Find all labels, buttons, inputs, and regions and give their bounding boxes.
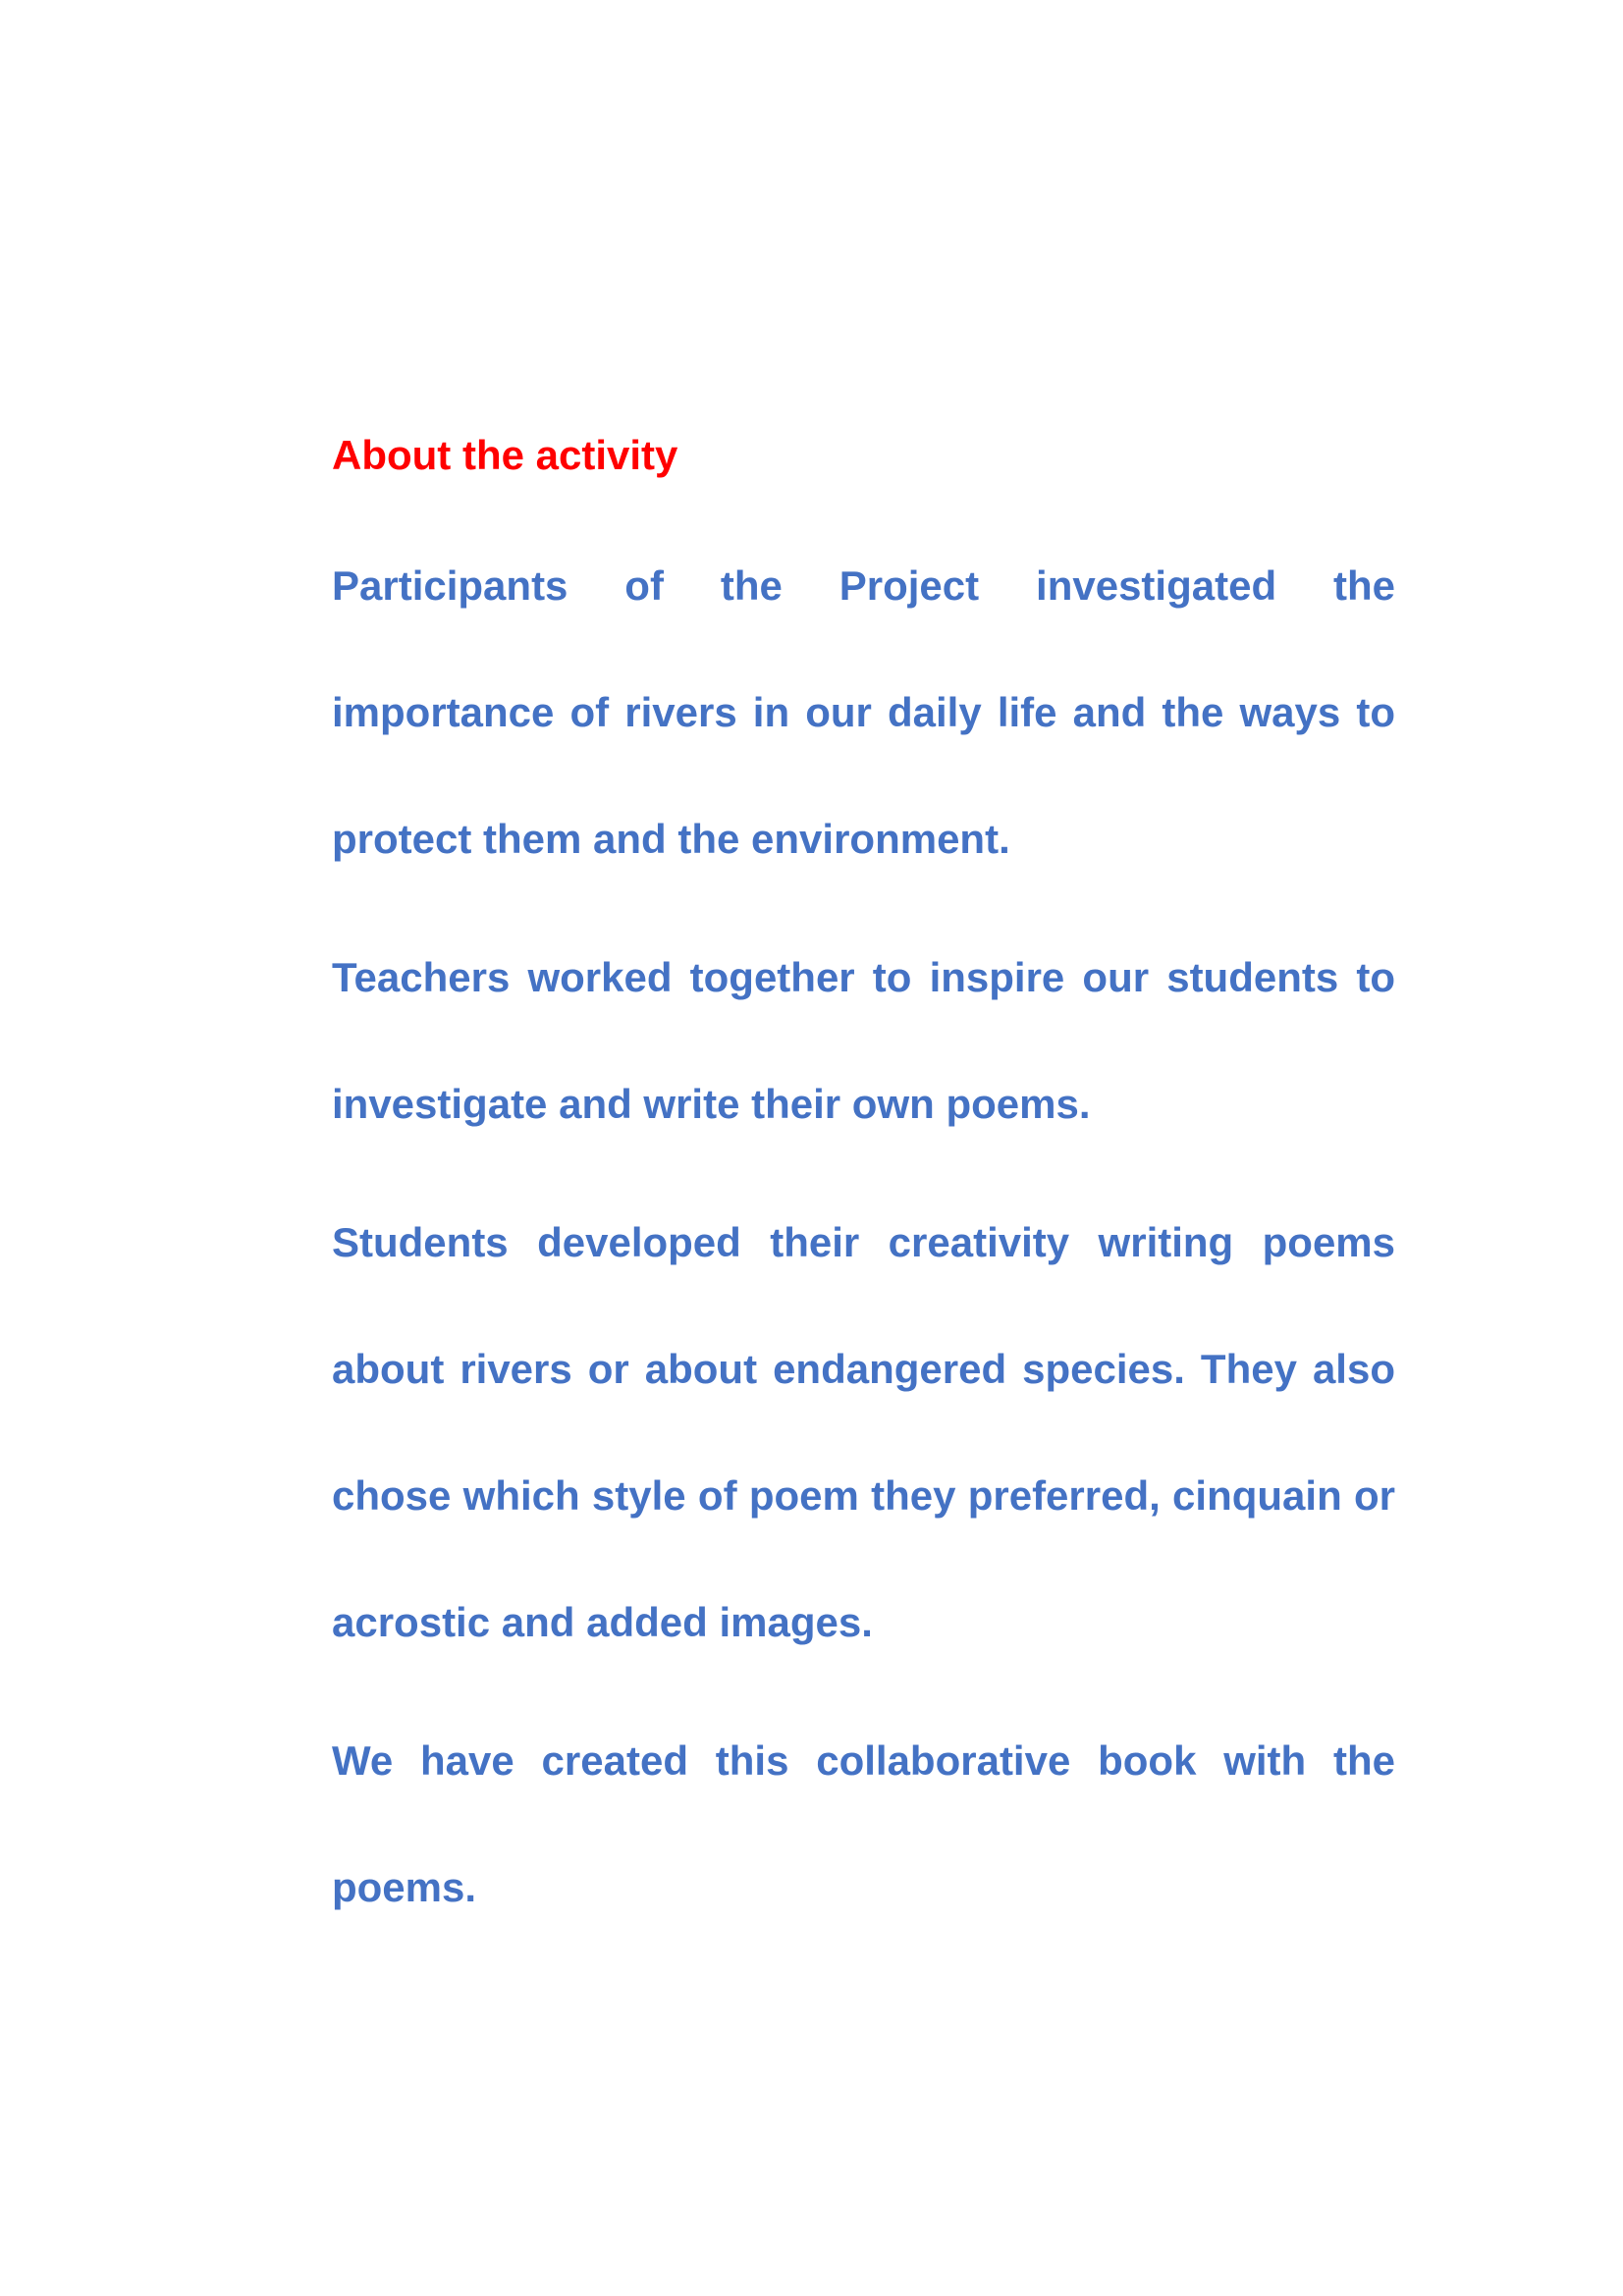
paragraph-participants: Participants of the Project investigated the importance of rivers in our daily life and the ways to protect them and the environment.	[332, 562, 1395, 862]
page-heading: About the activity	[332, 432, 678, 478]
paragraph-collaborative-book: We have created this collaborative book with the poems.	[332, 1737, 1395, 1910]
paragraph-teachers: Teachers worked together to inspire our students to investigate and write their own poems.	[332, 954, 1395, 1127]
paragraph-students: Students developed their creativity writing poems about rivers or about endangered species. They also chose which style of poem they preferred, cinquain or acrostic and added images.	[332, 1219, 1395, 1645]
page-content	[332, 430, 1395, 1950]
